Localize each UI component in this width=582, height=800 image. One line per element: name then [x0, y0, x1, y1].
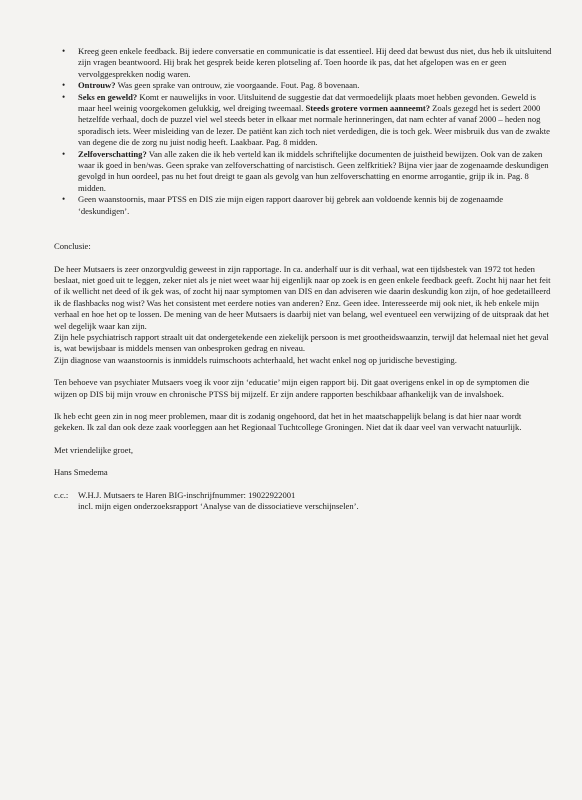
bullet-heading-2: Steeds grotere vormen aanneemt?	[305, 103, 431, 114]
closing-greeting: Met vriendelijke groet,	[54, 444, 133, 455]
signature-name: Hans Smedema	[54, 467, 108, 478]
bullet-text: Geen waanstoornis, maar PTSS en DIS zie mijn eigen rapport daarover bij gebrek aan voldoende kennis bij de zogenaamde ‘deskundigen’.	[78, 194, 504, 216]
bullet-heading: Zelfoverschatting?	[78, 148, 147, 159]
bullet-text: Was geen sprake van ontrouw, zie voorgaande. Fout. Pag. 8 bovenaan.	[115, 80, 360, 91]
conclusion-paragraph: De heer Mutsaers is zeer onzorgvuldig geweest in zijn rapportage. In ca. anderhalf uur is dit verhaal, wat een tijdsbestek van 1972 tot heden beslaat, niet goed uit te leggen, zeker niet als je niet weet waar hij eigenlijk naar op zoek is en geen enkele feedback geeft. Zocht hij naar het feit of ik wellicht net deed of ik gek was, of zocht hij naar symptomen van DIS en dan adviseren wie daarin deskundig kon zijn, of hoe gedetailleerd ik de flashbacks nog wist? Was het consistent met eerdere noties van anderen? Enz. Geen idee. Interesseerde mij ook niet, ik heb enkele mijn verhaal en hoe het op te lossen. De mening van de heer Mutsaers is daarbij niet van belang, wel eventueel een verwijzing of de uitspraak dat het wel degelijk waar kan zijn.	[54, 263, 551, 331]
bullet-item	[62, 194, 554, 217]
problems-paragraph: Ik heb echt geen zin in nog meer problemen, maar dit is zodanig ongehoord, dat het in het maatschappelijk belang is dat hier naar wordt gekeken. Ik zal dan ook deze zaak voorleggen aan het Regionaal Tuchtcollege Groningen. Niet dat ik daar veel van verwacht natuurlijk.	[54, 410, 522, 433]
bullet-item	[62, 80, 554, 91]
bullet-text: Van alle zaken die ik heb verteld kan ik middels schriftelijke documenten de juistheid bewijzen. Ook van de zaken waar ik goed in ben/was. Geen sprake van zelfoverschatting of narcistisch. Geen zelfkritiek? Bijna vier jaar de zogenaamde deskundigen gevolgd in hun oordeel, pas nu het fout dreigt te gaan als gevolg van hun zelfoverschatting en enorme arrogantie, grijp ik in. Pag. 8 midden.	[78, 148, 549, 193]
bullet-icon: •	[62, 148, 66, 159]
bullet-icon: •	[62, 80, 66, 91]
conclusion-heading: Conclusie:	[54, 241, 91, 252]
bullet-text: Komt er nauwelijks in voor. Uitsluitend de suggestie dat dat vermoedelijk plaats moet hebben gevonden. Geweld is maar heel weinig voorgekomen gelukkig, wel dreiging tweemaal.	[78, 91, 537, 114]
bullet-item	[62, 46, 554, 80]
cc-attachment: incl. mijn eigen onderzoeksrapport ‘Analyse van de dissociatieve verschijnselen’.	[78, 501, 359, 511]
bullet-icon: •	[62, 91, 66, 102]
bullet-heading: Seks en geweld?	[78, 91, 138, 102]
cc-recipient: W.H.J. Mutsaers te Haren BIG-inschrijfnummer: 19022922001	[78, 489, 296, 500]
bullet-item	[62, 91, 554, 149]
bullet-icon: •	[62, 194, 66, 205]
cc-line	[54, 490, 554, 501]
bullet-icon: •	[62, 46, 66, 56]
bullet-item	[62, 148, 554, 195]
bullet-text-2: Zoals gezegd het is sedert 2000 hetzelfde verhaal, doch de puzzel viel wel steeds beter in elkaar met normale herinneringen, dat nam echter af vanaf 2000 – heden nog sporadisch iets. Weer misleiding van de lezer. De patiënt kan zich toch niet verdedigen, die is toch gek. Weer misbruik dus van de zwakte van degene die de zorg nu juist nodig heeft. Laakbaar. Pag. 8 midden.	[78, 103, 551, 148]
bullet-list	[54, 46, 554, 217]
bullet-heading: Ontrouw?	[78, 80, 116, 91]
bullet-text: Kreeg geen enkele feedback. Bij iedere conversatie en communicatie is dat essentieel. Hij deed dat bewust dus niet, dus heb ik uitsluitend zijn vragen beantwoord. Hij brak het gesprek beide keren plotseling af. Toen hoorde ik pas, dat het afgelopen was en er geen vervolggesprekken nodig waren.	[78, 46, 552, 79]
conclusion-paragraph: Zijn hele psychiatrisch rapport straalt uit dat ondergetekende een ziekelijk persoon is met grootheidswaanzin, terwijl dat helemaal niet het geval is, wat bewijsbaar is middels mensen van onbesproken gedrag en niveau.	[54, 331, 549, 354]
education-paragraph: Ten behoeve van psychiater Mutsaers voeg ik voor zijn ‘educatie’ mijn eigen rapport bij. Dit gaat overigens enkel in op de symptomen die wijzen op DIS bij mijn vrouw en chronische PTSS bij mijzelf. Er zijn andere rapporten beschikbaar afhankelijk van de invalshoek.	[54, 377, 530, 399]
cc-label: c.c.:	[54, 489, 69, 500]
conclusion-paragraph: Zijn diagnose van waanstoornis is inmiddels ruimschoots achterhaald, het wacht enkel nog op juridische bevestiging.	[54, 354, 457, 365]
